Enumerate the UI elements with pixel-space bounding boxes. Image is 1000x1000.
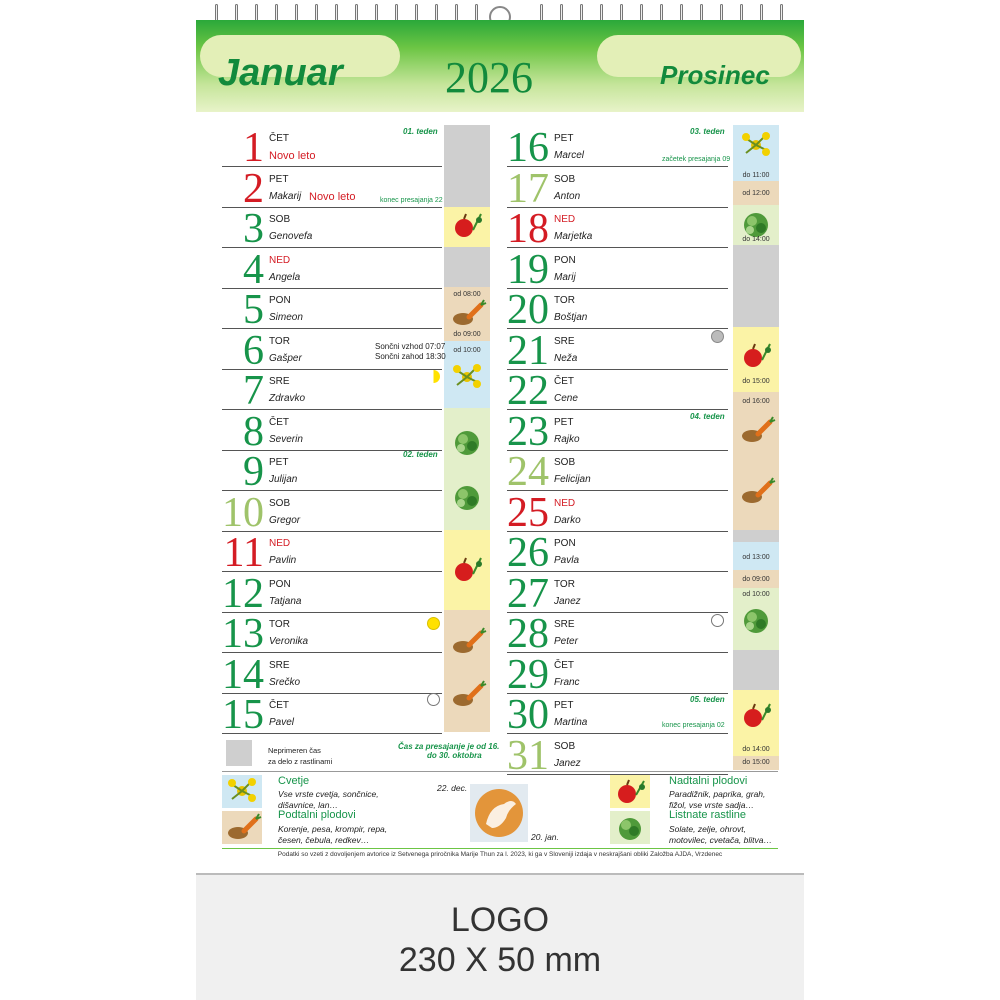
day-row	[222, 651, 442, 698]
day-row	[507, 246, 728, 293]
unsuitable-swatch	[226, 740, 252, 766]
root-vegetable-icon	[736, 413, 776, 452]
name-day: Peter	[554, 636, 578, 647]
holiday-label: Novo leto	[309, 190, 356, 203]
weekday-name: SRE	[554, 619, 575, 630]
name-day: Srečko	[269, 676, 301, 688]
day-number: 29	[507, 651, 549, 698]
day-row	[507, 206, 728, 252]
day-number: 24	[507, 449, 549, 495]
weekday-name: PET	[554, 416, 574, 428]
day-number: 26	[507, 530, 549, 576]
week-label: 01. teden	[403, 127, 438, 136]
day-number: 16	[507, 125, 549, 171]
root-vegetable-icon	[736, 474, 776, 513]
day-row	[507, 530, 728, 576]
transplant-note: konec presajanja 22	[380, 197, 443, 204]
name-day: Cene	[554, 393, 578, 404]
name-day: Pavel	[269, 717, 295, 728]
day-number: 14	[222, 651, 264, 698]
legend-text: Solate, zelje, ohrovt,	[669, 824, 747, 834]
name-day: Franc	[554, 676, 580, 688]
day-row	[222, 692, 442, 738]
year-title: 2026	[445, 53, 533, 102]
weekday-name: TOR	[269, 619, 290, 630]
strip-time: do 11:00	[742, 172, 770, 179]
day-row	[507, 611, 728, 657]
root-vegetable-icon	[222, 811, 262, 844]
transplant-note: začetek presajanja 09	[662, 156, 731, 163]
day-number: 4	[243, 246, 264, 293]
root-vegetable-icon	[447, 296, 487, 335]
day-number: 17	[507, 165, 549, 212]
day-row	[222, 530, 442, 576]
new-moon-icon	[711, 614, 724, 627]
day-row	[222, 368, 442, 414]
day-row	[507, 327, 728, 374]
strip-gray	[733, 650, 779, 690]
day-row	[507, 489, 728, 536]
month-title-slovene: Januar	[218, 52, 343, 94]
day-row	[507, 651, 728, 698]
day-number: 10	[222, 489, 264, 536]
weekday-name: SOB	[554, 173, 576, 185]
name-day: Marjetka	[554, 231, 593, 242]
day-number: 13	[222, 611, 264, 657]
flower-icon	[736, 128, 776, 167]
weekday-name: ČET	[554, 376, 574, 387]
weekday-name: ČET	[269, 416, 289, 428]
sunset-text: Sončni zahod 18:30	[375, 352, 446, 361]
weekday-name: SRE	[269, 376, 290, 387]
zodiac-date-from: 22. dec.	[437, 783, 468, 793]
day-number: 30	[507, 692, 549, 738]
strip-time: do 09:00	[453, 331, 481, 338]
day-number: 3	[243, 206, 264, 252]
name-day: Anton	[554, 190, 581, 202]
day-row	[507, 570, 728, 617]
strip-time: od 13:00	[742, 554, 770, 561]
name-day: Makarij	[269, 190, 302, 202]
strip-time: do 15:00	[742, 378, 770, 385]
day-row	[222, 246, 442, 293]
name-day: Janez	[554, 757, 581, 769]
name-day: Marij	[554, 271, 576, 283]
strip-gray	[733, 245, 779, 327]
weekday-name: PON	[554, 538, 576, 549]
weekday-name: PON	[269, 578, 291, 590]
name-day: Gregor	[269, 514, 301, 526]
legend-text: Korenje, pesa, krompir, repa,	[278, 824, 388, 834]
name-day: Tatjana	[269, 595, 302, 607]
weekday-name: SRE	[554, 335, 575, 347]
sunrise-text: Sončni vzhod 07:07	[375, 342, 446, 351]
legend-text: fižol, vse vrste sadja…	[669, 800, 755, 810]
weekday-name: NED	[554, 497, 576, 509]
legend-text: Vse vrste cvetja, sončnice,	[278, 789, 379, 799]
day-number: 12	[222, 570, 264, 617]
full-moon-icon	[427, 617, 440, 630]
weekday-name: PET	[269, 457, 289, 468]
day-number: 25	[507, 489, 549, 536]
day-number: 2	[243, 165, 264, 212]
strip-time: do 14:00	[742, 746, 770, 753]
name-day: Pavla	[554, 555, 580, 566]
footer-credit: Podatki so vzeti z dovoljenjem avtorice iz Setvenega priročnika Marije Thun za l. 2023, ki ga v Sloveniji izdaja v neskrajšani obliki Založba AJDA, Vrzdenec	[277, 851, 723, 858]
weekday-name: TOR	[554, 295, 575, 306]
legend-title: Listnate rastline	[669, 809, 747, 821]
day-number: 5	[243, 287, 264, 333]
capricorn-zodiac-icon	[470, 784, 528, 842]
day-row	[222, 206, 442, 252]
logo-text: LOGO	[450, 901, 550, 939]
name-day: Rajko	[554, 433, 580, 445]
weekday-name: SRE	[269, 659, 290, 671]
weekday-name: PET	[554, 700, 574, 711]
day-row	[507, 165, 728, 212]
day-number: 11	[223, 530, 264, 576]
legend-title: Nadtalni plodovi	[669, 775, 748, 787]
weekday-name: NED	[554, 214, 576, 225]
weekday-name: ČET	[269, 700, 289, 711]
day-row	[507, 732, 728, 779]
footer-divider	[222, 848, 778, 849]
strip-time: od 16:00	[742, 398, 770, 405]
strip-time: od 12:00	[742, 190, 770, 197]
day-number: 19	[507, 246, 549, 293]
fruit-icon	[610, 775, 650, 808]
legend-text: česen, čebula, redkev…	[278, 835, 370, 845]
day-number: 6	[243, 327, 264, 374]
strip-gray	[444, 125, 490, 207]
weekday-name: PET	[554, 133, 574, 144]
name-day: Neža	[554, 352, 578, 364]
legend-text: motovilec, cvetača, blitva…	[669, 835, 772, 845]
day-number: 8	[243, 408, 264, 455]
logo-placeholder	[196, 900, 804, 980]
day-number: 27	[507, 570, 549, 617]
day-number: 28	[507, 611, 549, 657]
weekday-name: SOB	[269, 497, 291, 509]
leaf-vegetable-icon	[447, 480, 487, 519]
fruit-icon	[447, 552, 487, 591]
week-label: 02. teden	[403, 450, 438, 459]
new-moon-icon	[427, 693, 440, 706]
day-number: 15	[222, 692, 264, 738]
name-day: Gašper	[269, 352, 302, 364]
day-number: 31	[507, 732, 549, 779]
unsuitable-text: za delo z rastlinami	[268, 757, 333, 766]
week-label: 03. teden	[690, 127, 725, 136]
name-day: Veronika	[269, 636, 309, 647]
week-label: 05. teden	[690, 695, 725, 704]
strip-gray	[733, 530, 779, 542]
unsuitable-text: Neprimeren čas	[268, 746, 321, 755]
strip-time: od 10:00	[742, 591, 770, 598]
weekday-name: NED	[269, 254, 291, 266]
leaf-vegetable-icon	[610, 811, 650, 844]
strip-time: od 08:00	[453, 291, 481, 298]
weekday-name: NED	[269, 538, 291, 549]
week-label: 04. teden	[690, 412, 725, 421]
flower-icon	[447, 360, 487, 399]
day-number: 18	[507, 206, 549, 252]
name-day: Angela	[269, 271, 301, 283]
day-row	[507, 449, 728, 495]
day-row	[222, 611, 442, 657]
name-day: Zdravko	[269, 393, 306, 404]
month-title-croatian: Prosinec	[660, 60, 770, 90]
weekday-name: TOR	[269, 335, 290, 347]
weekday-name: PON	[554, 254, 576, 266]
name-day: Simeon	[269, 312, 303, 323]
day-number: 22	[507, 368, 549, 414]
day-number: 9	[243, 449, 264, 495]
transplant-period: Čas za presajanje je od 16.	[398, 742, 500, 751]
strip-gray	[444, 247, 490, 287]
flower-icon	[222, 775, 262, 808]
name-day: Pavlin	[269, 555, 297, 566]
strip-time: do 14:00	[742, 236, 770, 243]
weekday-name: PON	[269, 295, 291, 306]
transplant-period: do 30. oktobra	[427, 751, 482, 760]
name-day: Martina	[554, 717, 588, 728]
logo-size-text: 230 X 50 mm	[398, 941, 602, 979]
day-row	[507, 368, 728, 414]
legend-text: Paradižnik, paprika, grah,	[669, 789, 766, 799]
name-day: Felicijan	[554, 474, 591, 485]
fruit-icon	[447, 208, 487, 247]
name-day: Janez	[554, 595, 581, 607]
zodiac-date-to: 20. jan.	[531, 832, 559, 842]
strip-time: do 15:00	[742, 759, 770, 766]
weekday-name: PET	[269, 173, 289, 185]
day-row	[222, 287, 442, 333]
fruit-icon	[736, 338, 776, 377]
strip-time: od 10:00	[453, 347, 481, 354]
day-row	[222, 570, 442, 617]
leaf-vegetable-icon	[447, 425, 487, 464]
holiday-label: Novo leto	[269, 150, 316, 162]
day-row	[507, 287, 728, 333]
root-vegetable-icon	[447, 677, 487, 716]
weekday-name: SOB	[269, 214, 291, 225]
name-day: Genovefa	[269, 231, 313, 242]
day-number: 23	[507, 408, 549, 455]
fruit-icon	[736, 698, 776, 737]
weekday-name: SOB	[554, 740, 576, 752]
day-number: 20	[507, 287, 549, 333]
day-number: 21	[507, 327, 549, 374]
transplant-note: konec presajanja 02	[662, 722, 725, 729]
day-number: 1	[243, 125, 264, 171]
weekday-name: ČET	[269, 133, 289, 144]
name-day: Julijan	[269, 474, 298, 485]
day-row	[222, 489, 442, 536]
name-day: Severin	[269, 433, 303, 445]
weekday-name: TOR	[554, 578, 575, 590]
day-number: 7	[243, 368, 264, 414]
name-day: Boštjan	[554, 312, 588, 323]
legend-divider	[222, 771, 778, 772]
legend-title: Podtalni plodovi	[278, 809, 356, 821]
legend-text: dišavnice, lan…	[278, 800, 339, 810]
strip-time: do 09:00	[742, 576, 770, 583]
legend-title: Cvetje	[278, 775, 310, 787]
name-day: Marcel	[554, 150, 585, 161]
root-vegetable-icon	[447, 624, 487, 663]
name-day: Darko	[554, 514, 581, 526]
last-quarter-moon-icon	[711, 330, 724, 343]
leaf-vegetable-icon	[736, 603, 776, 642]
weekday-name: ČET	[554, 659, 574, 671]
weekday-name: SOB	[554, 457, 576, 468]
